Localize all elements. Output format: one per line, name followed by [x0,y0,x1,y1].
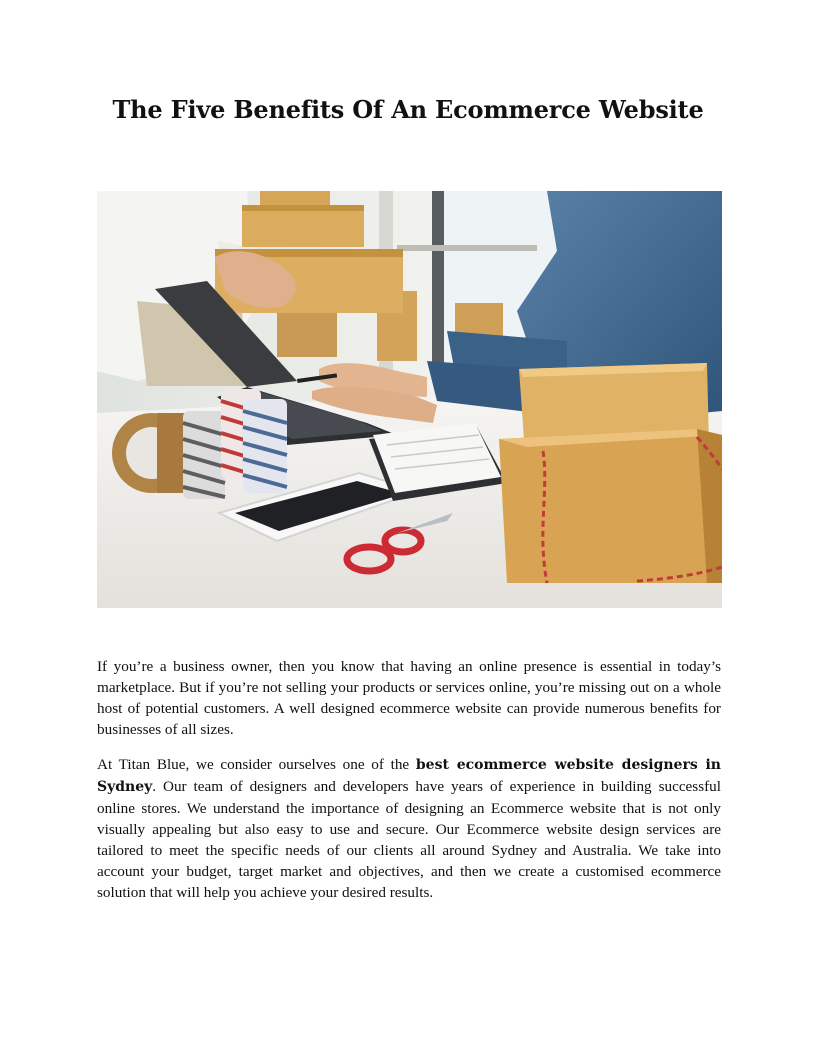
page-title: The Five Benefits Of An Ecommerce Website [112,95,704,124]
about-paragraph-highlight: best ecommerce website designers in Sydney [97,757,721,795]
intro-paragraph: If you’re a business owner, then you know that having an online presence is essential in today’s marketplace. But if you’re not selling your products or services online, you’re missing out on a whole host of potential customers. A well designed ecommerce website can provide numerous benefits for businesses of all sizes. [97,658,721,738]
hero-image [97,191,722,608]
about-paragraph-lead: At Titan Blue, we consider ourselves one of the [97,756,416,773]
about-paragraph [97,754,721,903]
ecommerce-packing-photo-icon [97,191,722,608]
about-paragraph-rest: . Our team of designers and developers have years of experience in building successful online stores. We understand the importance of designing an Ecommerce website that is not only visually appealing but also easy to use and secure. Our Ecommerce website design services are tailored to meet the specific needs of our clients all around Sydney and Australia. We take into account your budget, target market and objectives, and then we create a customised ecommerce solution that will help you achieve your desired results. [97,778,721,901]
